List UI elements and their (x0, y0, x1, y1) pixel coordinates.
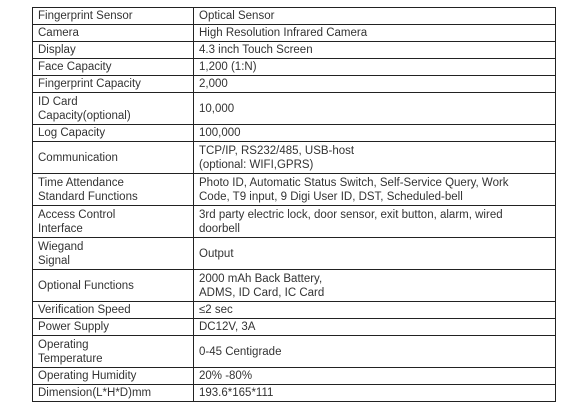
spec-value-cell (194, 368, 556, 385)
spec-value: 0-45 Centigrade (199, 345, 282, 358)
spec-value: ADMS, ID Card, IC Card (199, 286, 325, 299)
spec-value: 1,200 (1:N) (199, 61, 257, 73)
spec-value: High Resolution Infrared Camera (199, 27, 368, 39)
table-row (33, 174, 556, 206)
spec-label: Fingerprint Capacity (38, 78, 141, 90)
spec-label-cell (33, 336, 194, 368)
spec-label: Access Control (38, 208, 116, 221)
spec-value-cell (194, 76, 556, 93)
spec-value-cell (194, 25, 556, 42)
table-row (33, 319, 556, 336)
spec-value: doorbell (199, 222, 240, 235)
spec-label-cell (33, 319, 194, 336)
spec-value: TCP/IP, RS232/485, USB-host (199, 144, 355, 157)
spec-value-cell (194, 42, 556, 59)
spec-value: Output (199, 247, 234, 260)
spec-label: Log Capacity (38, 127, 106, 139)
spec-label-cell (33, 93, 194, 125)
table-row (33, 8, 556, 25)
spec-label-cell (33, 270, 194, 302)
spec-value-cell (194, 125, 556, 142)
spec-value-cell (194, 238, 556, 270)
spec-value-cell (194, 59, 556, 76)
spec-value: Photo ID, Automatic Status Switch, Self-Service Query, Work (199, 176, 509, 189)
spec-label: Verification Speed (38, 304, 131, 316)
table-row (33, 42, 556, 59)
table-row (33, 76, 556, 93)
table-row (33, 142, 556, 174)
table-row (33, 336, 556, 368)
table-row (33, 25, 556, 42)
table-row (33, 385, 556, 402)
spec-label: Capacity(optional) (38, 109, 131, 122)
spec-value-cell (194, 174, 556, 206)
spec-label: Time Attendance (38, 176, 124, 189)
spec-label: ID Card (38, 95, 78, 108)
spec-value-cell (194, 385, 556, 402)
spec-label-cell (33, 42, 194, 59)
spec-label: Dimension(L*H*D)mm (38, 387, 152, 399)
spec-value-cell (194, 206, 556, 238)
spec-value: 193.6*165*111 (199, 387, 274, 399)
table-row (33, 125, 556, 142)
spec-label-cell (33, 59, 194, 76)
spec-value-cell (194, 319, 556, 336)
spec-label: Communication (38, 151, 118, 164)
table-row (33, 59, 556, 76)
spec-value: 10,000 (199, 102, 235, 115)
spec-label: Fingerprint Sensor (38, 10, 133, 22)
spec-value-cell (194, 93, 556, 125)
spec-label-cell (33, 302, 194, 319)
spec-table (32, 7, 556, 402)
spec-label: Wiegand (38, 240, 84, 253)
spec-label: Optional Functions (38, 279, 134, 292)
spec-label: Standard Functions (38, 190, 138, 203)
spec-value: 2000 mAh Back Battery, (199, 272, 323, 285)
spec-value: ≤2 sec (199, 304, 233, 316)
spec-label-cell (33, 368, 194, 385)
spec-label-cell (33, 174, 194, 206)
spec-label-cell (33, 25, 194, 42)
spec-value-cell (194, 302, 556, 319)
spec-label-cell (33, 125, 194, 142)
spec-value-cell (194, 142, 556, 174)
spec-label: Temperature (38, 352, 103, 365)
spec-label-cell (33, 385, 194, 402)
table-row (33, 93, 556, 125)
spec-label: Display (38, 44, 76, 56)
spec-value: 3rd party electric lock, door sensor, exit button, alarm, wired (199, 208, 503, 221)
spec-value-cell (194, 336, 556, 368)
spec-value: 2,000 (199, 78, 228, 90)
spec-value: Code, T9 input, 9 Digi User ID, DST, Scheduled-bell (199, 190, 463, 203)
spec-value: DC12V, 3A (199, 321, 256, 333)
spec-label: Operating (38, 338, 89, 351)
spec-label: Operating Humidity (38, 370, 137, 382)
table-row (33, 206, 556, 238)
spec-value: (optional: WIFI,GPRS) (199, 158, 314, 171)
table-row (33, 270, 556, 302)
table-row (33, 238, 556, 270)
spec-label-cell (33, 76, 194, 93)
spec-label: Face Capacity (38, 61, 112, 73)
spec-value-cell (194, 270, 556, 302)
spec-value: 4.3 inch Touch Screen (199, 44, 313, 56)
spec-value: 100,000 (199, 127, 241, 139)
spec-value: 20% -80% (199, 370, 253, 382)
spec-label: Interface (38, 222, 83, 235)
table-row (33, 302, 556, 319)
table-row (33, 368, 556, 385)
spec-label-cell (33, 8, 194, 25)
spec-value-cell (194, 8, 556, 25)
spec-label: Signal (38, 254, 70, 267)
spec-label-cell (33, 206, 194, 238)
spec-table-body (33, 8, 556, 402)
spec-label-cell (33, 142, 194, 174)
spec-label-cell (33, 238, 194, 270)
spec-label: Power Supply (38, 321, 109, 333)
spec-value: Optical Sensor (199, 10, 275, 22)
spec-label: Camera (38, 27, 79, 39)
